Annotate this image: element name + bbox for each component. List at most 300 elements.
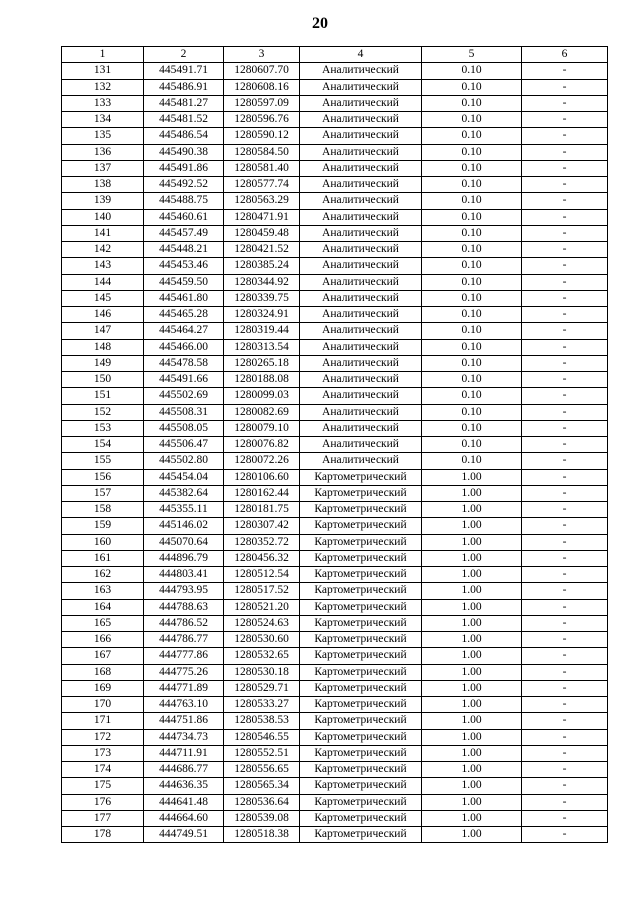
point-number-cell: 146 (62, 307, 144, 323)
note-cell: - (522, 697, 608, 713)
accuracy-cell: 0.10 (422, 193, 522, 209)
x-coordinate-cell: 445502.69 (144, 388, 224, 404)
method-cell: Картометрический (300, 729, 422, 745)
point-number-cell: 136 (62, 144, 144, 160)
x-coordinate-cell: 445481.52 (144, 112, 224, 128)
note-cell: - (522, 307, 608, 323)
x-coordinate-cell: 445459.50 (144, 274, 224, 290)
accuracy-cell: 1.00 (422, 827, 522, 843)
accuracy-cell: 0.10 (422, 225, 522, 241)
y-coordinate-cell: 1280072.26 (224, 453, 300, 469)
note-cell: - (522, 502, 608, 518)
note-cell: - (522, 680, 608, 696)
y-coordinate-cell: 1280181.75 (224, 502, 300, 518)
table-row (62, 193, 608, 209)
page-number: 20 (312, 15, 328, 32)
table-row (62, 599, 608, 615)
note-cell: - (522, 794, 608, 810)
point-number-cell: 138 (62, 177, 144, 193)
accuracy-cell: 0.10 (422, 128, 522, 144)
note-cell: - (522, 664, 608, 680)
method-cell: Картометрический (300, 648, 422, 664)
x-coordinate-cell: 445508.05 (144, 420, 224, 436)
method-cell: Картометрический (300, 615, 422, 631)
method-cell: Аналитический (300, 388, 422, 404)
accuracy-cell: 1.00 (422, 583, 522, 599)
note-cell: - (522, 63, 608, 79)
point-number-cell: 140 (62, 209, 144, 225)
y-coordinate-cell: 1280532.65 (224, 648, 300, 664)
accuracy-cell: 1.00 (422, 599, 522, 615)
x-coordinate-cell: 445453.46 (144, 258, 224, 274)
y-coordinate-cell: 1280538.53 (224, 713, 300, 729)
accuracy-cell: 0.10 (422, 339, 522, 355)
y-coordinate-cell: 1280099.03 (224, 388, 300, 404)
column-header: 3 (224, 47, 300, 63)
note-cell: - (522, 372, 608, 388)
table-row (62, 112, 608, 128)
method-cell: Картометрический (300, 599, 422, 615)
accuracy-cell: 1.00 (422, 502, 522, 518)
accuracy-cell: 1.00 (422, 664, 522, 680)
table-row (62, 680, 608, 696)
note-cell: - (522, 388, 608, 404)
method-cell: Картометрический (300, 697, 422, 713)
accuracy-cell: 1.00 (422, 534, 522, 550)
column-header: 4 (300, 47, 422, 63)
x-coordinate-cell: 444896.79 (144, 550, 224, 566)
y-coordinate-cell: 1280421.52 (224, 242, 300, 258)
x-coordinate-cell: 444641.48 (144, 794, 224, 810)
note-cell: - (522, 648, 608, 664)
accuracy-cell: 0.10 (422, 323, 522, 339)
y-coordinate-cell: 1280529.71 (224, 680, 300, 696)
x-coordinate-cell: 445448.21 (144, 242, 224, 258)
y-coordinate-cell: 1280471.91 (224, 209, 300, 225)
method-cell: Аналитический (300, 95, 422, 111)
point-number-cell: 159 (62, 518, 144, 534)
point-number-cell: 177 (62, 810, 144, 826)
point-number-cell: 144 (62, 274, 144, 290)
method-cell: Аналитический (300, 209, 422, 225)
accuracy-cell: 0.10 (422, 95, 522, 111)
accuracy-cell: 1.00 (422, 745, 522, 761)
y-coordinate-cell: 1280521.20 (224, 599, 300, 615)
point-number-cell: 158 (62, 502, 144, 518)
x-coordinate-cell: 445146.02 (144, 518, 224, 534)
table-row (62, 583, 608, 599)
x-coordinate-cell: 445464.27 (144, 323, 224, 339)
y-coordinate-cell: 1280552.51 (224, 745, 300, 761)
accuracy-cell: 0.10 (422, 290, 522, 306)
note-cell: - (522, 290, 608, 306)
method-cell: Аналитический (300, 323, 422, 339)
x-coordinate-cell: 444734.73 (144, 729, 224, 745)
method-cell: Аналитический (300, 274, 422, 290)
note-cell: - (522, 599, 608, 615)
note-cell: - (522, 485, 608, 501)
y-coordinate-cell: 1280607.70 (224, 63, 300, 79)
method-cell: Картометрический (300, 632, 422, 648)
method-cell: Аналитический (300, 79, 422, 95)
y-coordinate-cell: 1280536.64 (224, 794, 300, 810)
note-cell: - (522, 713, 608, 729)
method-cell: Картометрический (300, 469, 422, 485)
method-cell: Картометрический (300, 518, 422, 534)
method-cell: Картометрический (300, 778, 422, 794)
note-cell: - (522, 550, 608, 566)
x-coordinate-cell: 444711.91 (144, 745, 224, 761)
method-cell: Картометрический (300, 762, 422, 778)
note-cell: - (522, 193, 608, 209)
x-coordinate-cell: 444803.41 (144, 567, 224, 583)
x-coordinate-cell: 444788.63 (144, 599, 224, 615)
table-row (62, 323, 608, 339)
x-coordinate-cell: 445491.71 (144, 63, 224, 79)
accuracy-cell: 1.00 (422, 550, 522, 566)
note-cell: - (522, 355, 608, 371)
table-row (62, 355, 608, 371)
table-row (62, 160, 608, 176)
point-number-cell: 149 (62, 355, 144, 371)
point-number-cell: 142 (62, 242, 144, 258)
accuracy-cell: 0.10 (422, 355, 522, 371)
accuracy-cell: 0.10 (422, 144, 522, 160)
method-cell: Картометрический (300, 810, 422, 826)
note-cell: - (522, 209, 608, 225)
point-number-cell: 156 (62, 469, 144, 485)
note-cell: - (522, 632, 608, 648)
point-number-cell: 143 (62, 258, 144, 274)
point-number-cell: 178 (62, 827, 144, 843)
x-coordinate-cell: 445466.00 (144, 339, 224, 355)
accuracy-cell: 0.10 (422, 79, 522, 95)
y-coordinate-cell: 1280539.08 (224, 810, 300, 826)
x-coordinate-cell: 444751.86 (144, 713, 224, 729)
x-coordinate-cell: 445490.38 (144, 144, 224, 160)
method-cell: Аналитический (300, 355, 422, 371)
x-coordinate-cell: 444771.89 (144, 680, 224, 696)
y-coordinate-cell: 1280459.48 (224, 225, 300, 241)
note-cell: - (522, 95, 608, 111)
accuracy-cell: 1.00 (422, 680, 522, 696)
note-cell: - (522, 79, 608, 95)
table-header (62, 47, 608, 63)
point-number-cell: 174 (62, 762, 144, 778)
point-number-cell: 173 (62, 745, 144, 761)
method-cell: Аналитический (300, 372, 422, 388)
accuracy-cell: 1.00 (422, 778, 522, 794)
x-coordinate-cell: 444786.77 (144, 632, 224, 648)
table-row (62, 144, 608, 160)
note-cell: - (522, 453, 608, 469)
table-row (62, 485, 608, 501)
point-number-cell: 172 (62, 729, 144, 745)
accuracy-cell: 0.10 (422, 274, 522, 290)
x-coordinate-cell: 444664.60 (144, 810, 224, 826)
x-coordinate-cell: 445486.54 (144, 128, 224, 144)
table-row (62, 632, 608, 648)
x-coordinate-cell: 445491.66 (144, 372, 224, 388)
table-row (62, 372, 608, 388)
point-number-cell: 168 (62, 664, 144, 680)
x-coordinate-cell: 445457.49 (144, 225, 224, 241)
column-header: 6 (522, 47, 608, 63)
y-coordinate-cell: 1280082.69 (224, 404, 300, 420)
table-row (62, 697, 608, 713)
y-coordinate-cell: 1280307.42 (224, 518, 300, 534)
table-row (62, 794, 608, 810)
note-cell: - (522, 404, 608, 420)
method-cell: Аналитический (300, 144, 422, 160)
point-number-cell: 141 (62, 225, 144, 241)
y-coordinate-cell: 1280385.24 (224, 258, 300, 274)
point-number-cell: 133 (62, 95, 144, 111)
x-coordinate-cell: 445486.91 (144, 79, 224, 95)
point-number-cell: 131 (62, 63, 144, 79)
x-coordinate-cell: 444775.26 (144, 664, 224, 680)
method-cell: Картометрический (300, 745, 422, 761)
note-cell: - (522, 745, 608, 761)
y-coordinate-cell: 1280533.27 (224, 697, 300, 713)
accuracy-cell: 0.10 (422, 453, 522, 469)
method-cell: Картометрический (300, 502, 422, 518)
note-cell: - (522, 420, 608, 436)
table-row (62, 762, 608, 778)
x-coordinate-cell: 444636.35 (144, 778, 224, 794)
table-row (62, 729, 608, 745)
note-cell: - (522, 128, 608, 144)
method-cell: Картометрический (300, 680, 422, 696)
note-cell: - (522, 518, 608, 534)
table-row (62, 469, 608, 485)
point-number-cell: 176 (62, 794, 144, 810)
point-number-cell: 150 (62, 372, 144, 388)
y-coordinate-cell: 1280596.76 (224, 112, 300, 128)
note-cell: - (522, 339, 608, 355)
table-row (62, 258, 608, 274)
y-coordinate-cell: 1280352.72 (224, 534, 300, 550)
accuracy-cell: 0.10 (422, 307, 522, 323)
x-coordinate-cell: 444786.52 (144, 615, 224, 631)
method-cell: Картометрический (300, 664, 422, 680)
y-coordinate-cell: 1280344.92 (224, 274, 300, 290)
x-coordinate-cell: 445491.86 (144, 160, 224, 176)
table-row (62, 420, 608, 436)
x-coordinate-cell: 444686.77 (144, 762, 224, 778)
method-cell: Картометрический (300, 550, 422, 566)
method-cell: Аналитический (300, 307, 422, 323)
header-row (62, 47, 608, 63)
table-row (62, 810, 608, 826)
x-coordinate-cell: 445502.80 (144, 453, 224, 469)
y-coordinate-cell: 1280530.18 (224, 664, 300, 680)
point-number-cell: 134 (62, 112, 144, 128)
accuracy-cell: 1.00 (422, 469, 522, 485)
table-row (62, 95, 608, 111)
x-coordinate-cell: 445460.61 (144, 209, 224, 225)
y-coordinate-cell: 1280265.18 (224, 355, 300, 371)
point-number-cell: 169 (62, 680, 144, 696)
accuracy-cell: 1.00 (422, 648, 522, 664)
point-number-cell: 161 (62, 550, 144, 566)
method-cell: Аналитический (300, 160, 422, 176)
note-cell: - (522, 583, 608, 599)
accuracy-cell: 1.00 (422, 794, 522, 810)
point-number-cell: 153 (62, 420, 144, 436)
note-cell: - (522, 437, 608, 453)
method-cell: Картометрический (300, 485, 422, 501)
x-coordinate-cell: 445478.58 (144, 355, 224, 371)
y-coordinate-cell: 1280188.08 (224, 372, 300, 388)
coordinates-table (61, 46, 608, 843)
x-coordinate-cell: 444793.95 (144, 583, 224, 599)
note-cell: - (522, 323, 608, 339)
accuracy-cell: 1.00 (422, 762, 522, 778)
table-row (62, 648, 608, 664)
column-header: 5 (422, 47, 522, 63)
y-coordinate-cell: 1280581.40 (224, 160, 300, 176)
x-coordinate-cell: 445070.64 (144, 534, 224, 550)
table-row (62, 827, 608, 843)
accuracy-cell: 1.00 (422, 615, 522, 631)
x-coordinate-cell: 445382.64 (144, 485, 224, 501)
table-row (62, 534, 608, 550)
method-cell: Аналитический (300, 453, 422, 469)
method-cell: Аналитический (300, 404, 422, 420)
point-number-cell: 162 (62, 567, 144, 583)
table-row (62, 778, 608, 794)
table-row (62, 404, 608, 420)
accuracy-cell: 1.00 (422, 567, 522, 583)
method-cell: Аналитический (300, 339, 422, 355)
method-cell: Картометрический (300, 567, 422, 583)
table-row (62, 339, 608, 355)
accuracy-cell: 0.10 (422, 209, 522, 225)
y-coordinate-cell: 1280577.74 (224, 177, 300, 193)
point-number-cell: 154 (62, 437, 144, 453)
method-cell: Аналитический (300, 63, 422, 79)
note-cell: - (522, 615, 608, 631)
accuracy-cell: 0.10 (422, 112, 522, 128)
note-cell: - (522, 112, 608, 128)
note-cell: - (522, 729, 608, 745)
method-cell: Картометрический (300, 534, 422, 550)
method-cell: Аналитический (300, 258, 422, 274)
table-row (62, 550, 608, 566)
x-coordinate-cell: 445488.75 (144, 193, 224, 209)
point-number-cell: 167 (62, 648, 144, 664)
note-cell: - (522, 469, 608, 485)
method-cell: Картометрический (300, 583, 422, 599)
method-cell: Аналитический (300, 112, 422, 128)
accuracy-cell: 0.10 (422, 420, 522, 436)
note-cell: - (522, 810, 608, 826)
y-coordinate-cell: 1280524.63 (224, 615, 300, 631)
x-coordinate-cell: 445508.31 (144, 404, 224, 420)
table-row (62, 745, 608, 761)
point-number-cell: 135 (62, 128, 144, 144)
x-coordinate-cell: 444763.10 (144, 697, 224, 713)
accuracy-cell: 1.00 (422, 810, 522, 826)
point-number-cell: 151 (62, 388, 144, 404)
point-number-cell: 139 (62, 193, 144, 209)
y-coordinate-cell: 1280076.82 (224, 437, 300, 453)
table-row (62, 225, 608, 241)
note-cell: - (522, 242, 608, 258)
method-cell: Аналитический (300, 420, 422, 436)
note-cell: - (522, 258, 608, 274)
point-number-cell: 170 (62, 697, 144, 713)
table-row (62, 290, 608, 306)
table-row (62, 518, 608, 534)
note-cell: - (522, 274, 608, 290)
method-cell: Аналитический (300, 242, 422, 258)
accuracy-cell: 1.00 (422, 729, 522, 745)
table-row (62, 664, 608, 680)
point-number-cell: 147 (62, 323, 144, 339)
point-number-cell: 145 (62, 290, 144, 306)
accuracy-cell: 1.00 (422, 518, 522, 534)
accuracy-cell: 1.00 (422, 697, 522, 713)
point-number-cell: 166 (62, 632, 144, 648)
note-cell: - (522, 778, 608, 794)
column-header: 2 (144, 47, 224, 63)
table-row (62, 63, 608, 79)
method-cell: Картометрический (300, 794, 422, 810)
point-number-cell: 165 (62, 615, 144, 631)
note-cell: - (522, 160, 608, 176)
point-number-cell: 160 (62, 534, 144, 550)
table-row (62, 453, 608, 469)
accuracy-cell: 0.10 (422, 177, 522, 193)
point-number-cell: 164 (62, 599, 144, 615)
y-coordinate-cell: 1280584.50 (224, 144, 300, 160)
y-coordinate-cell: 1280608.16 (224, 79, 300, 95)
x-coordinate-cell: 444777.86 (144, 648, 224, 664)
accuracy-cell: 0.10 (422, 242, 522, 258)
y-coordinate-cell: 1280456.32 (224, 550, 300, 566)
table-row (62, 79, 608, 95)
table-row (62, 567, 608, 583)
method-cell: Аналитический (300, 290, 422, 306)
table-row (62, 713, 608, 729)
method-cell: Аналитический (300, 128, 422, 144)
point-number-cell: 132 (62, 79, 144, 95)
point-number-cell: 163 (62, 583, 144, 599)
note-cell: - (522, 144, 608, 160)
y-coordinate-cell: 1280106.60 (224, 469, 300, 485)
y-coordinate-cell: 1280313.54 (224, 339, 300, 355)
table-row (62, 307, 608, 323)
x-coordinate-cell: 445481.27 (144, 95, 224, 111)
note-cell: - (522, 534, 608, 550)
y-coordinate-cell: 1280563.29 (224, 193, 300, 209)
method-cell: Картометрический (300, 827, 422, 843)
method-cell: Аналитический (300, 225, 422, 241)
accuracy-cell: 0.10 (422, 437, 522, 453)
point-number-cell: 157 (62, 485, 144, 501)
method-cell: Картометрический (300, 713, 422, 729)
note-cell: - (522, 567, 608, 583)
table-row (62, 615, 608, 631)
table-row (62, 437, 608, 453)
accuracy-cell: 0.10 (422, 63, 522, 79)
table-row (62, 502, 608, 518)
method-cell: Аналитический (300, 437, 422, 453)
x-coordinate-cell: 444749.51 (144, 827, 224, 843)
table-row (62, 177, 608, 193)
